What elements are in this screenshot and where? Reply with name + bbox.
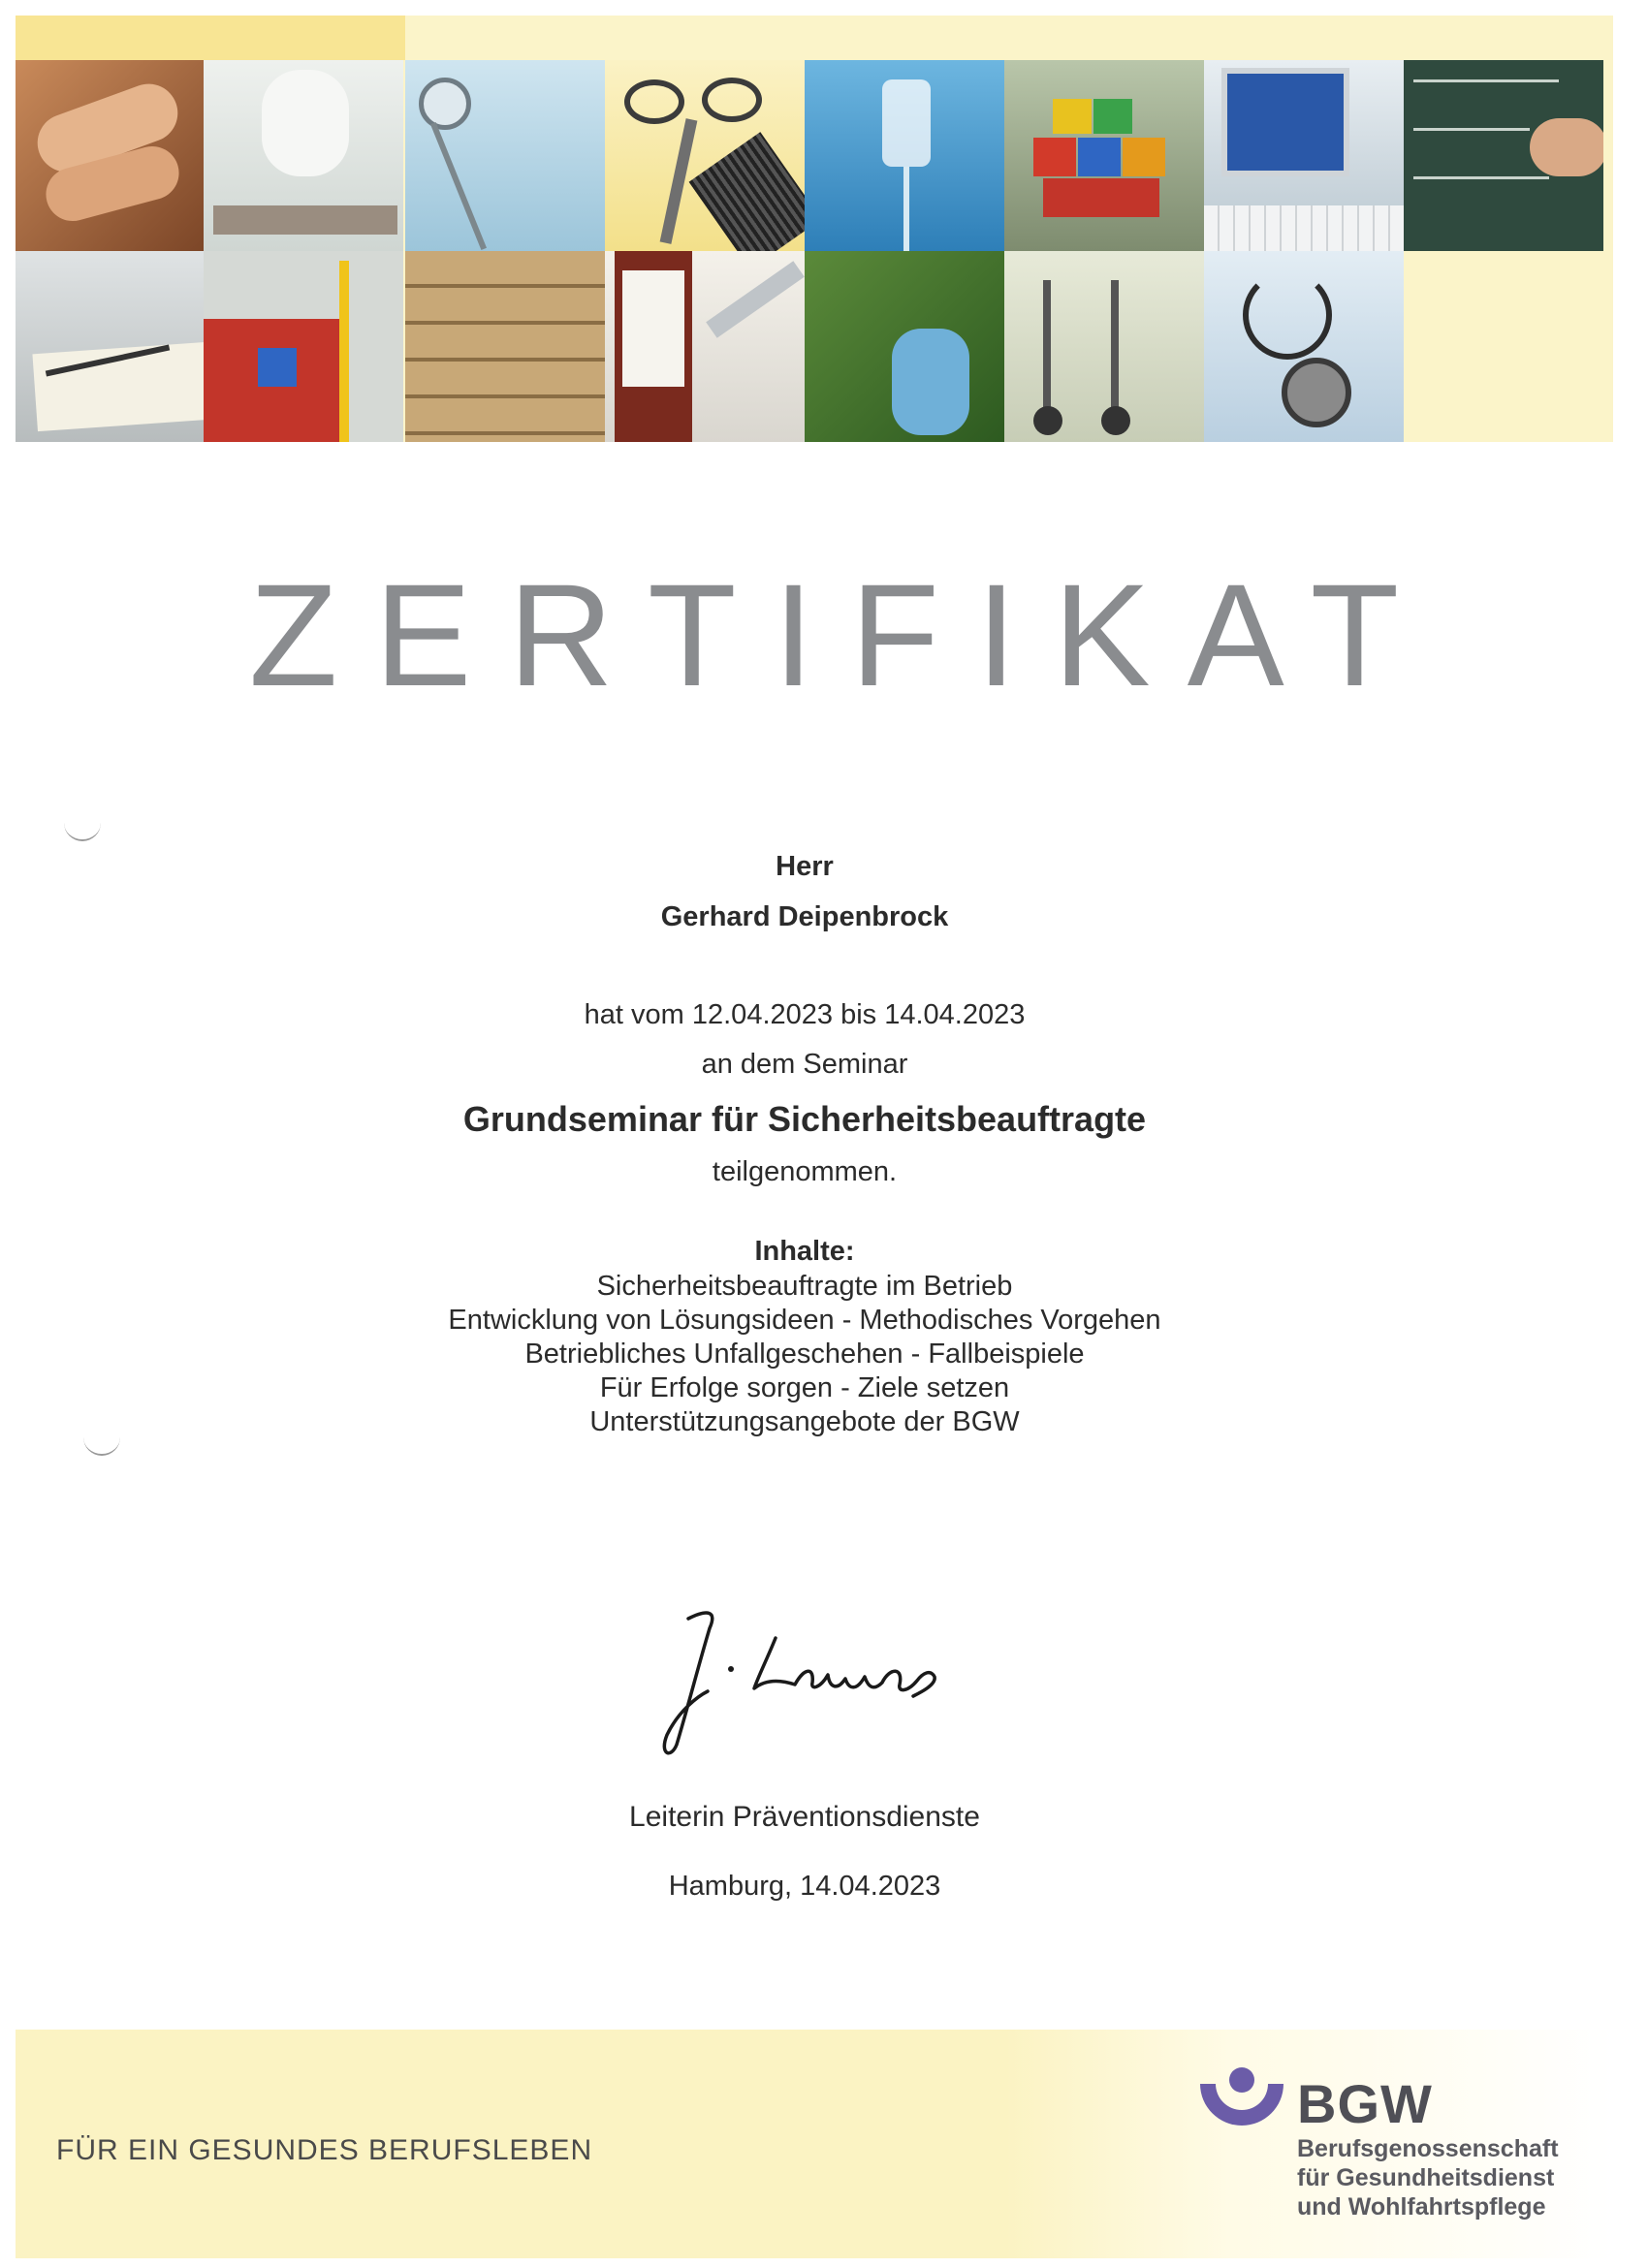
punch-hole-mark: [64, 820, 101, 841]
photo-telephone-paperwork: [16, 251, 215, 442]
contents-heading: Inhalte:: [754, 1236, 855, 1267]
seminar-intro: an dem Seminar: [701, 1049, 908, 1080]
signatory-role: Leiterin Präventionsdienste: [629, 1801, 980, 1833]
photo-pharmacy-drawers: [405, 251, 605, 442]
contents-item: Unterstützungsangebote der BGW: [589, 1406, 1020, 1437]
period-line: hat vom 12.04.2023 bis 14.04.2023: [584, 999, 1026, 1030]
logo-subtitle-line: und Wohlfahrtspflege: [1297, 2193, 1546, 2221]
place-date: Hamburg, 14.04.2023: [668, 1871, 941, 1902]
logo-subtitle-line: Berufsgenossenschaft: [1297, 2135, 1559, 2162]
contents-item: Betriebliches Unfallgeschehen - Fallbeispiele: [524, 1339, 1085, 1370]
footer-slogan: FÜR EIN GESUNDES BERUFSLEBEN: [56, 2134, 593, 2166]
contents-item: Sicherheitsbeauftragte im Betrieb: [596, 1271, 1013, 1302]
logo-subtitle-line: für Gesundheitsdienst: [1297, 2164, 1555, 2191]
certificate-title: ZERTIFIKAT: [248, 553, 1437, 716]
logo-name: BGW: [1297, 2073, 1433, 2134]
header-accent-strip: [16, 16, 405, 60]
salutation: Herr: [776, 851, 834, 882]
photo-stethoscope: [1204, 251, 1404, 442]
bgw-logo-icon: [1196, 2066, 1287, 2136]
logo-subtitle: [1297, 2134, 1559, 2221]
photo-medicine-bottle: [605, 251, 805, 442]
photo-massage: [16, 60, 215, 251]
photo-computer-monitor: [1204, 60, 1404, 251]
contents-list: [0, 1270, 1609, 1439]
photo-chalkboard: [1404, 60, 1603, 251]
photo-walker: [1004, 251, 1204, 442]
photo-dental-chair: [204, 60, 403, 251]
signature: [650, 1599, 969, 1764]
photo-iv-drip: [805, 60, 1004, 251]
seminar-title: Grundseminar für Sicherheitsbeauftragte: [462, 1099, 1147, 1139]
photo-scissors: [605, 60, 805, 251]
participation-text: teilgenommen.: [712, 1156, 898, 1187]
photo-toy-blocks: [1004, 60, 1204, 251]
photo-dental-mirror: [405, 60, 605, 251]
contents-item: Für Erfolge sorgen - Ziele setzen: [599, 1372, 1010, 1403]
contents-item: Entwicklung von Lösungsideen - Methodisches Vorgehen: [448, 1305, 1161, 1336]
photo-plant-sprayer: [805, 251, 1004, 442]
recipient-name: Gerhard Deipenbrock: [660, 901, 949, 932]
photo-stair-lift: [204, 251, 403, 442]
